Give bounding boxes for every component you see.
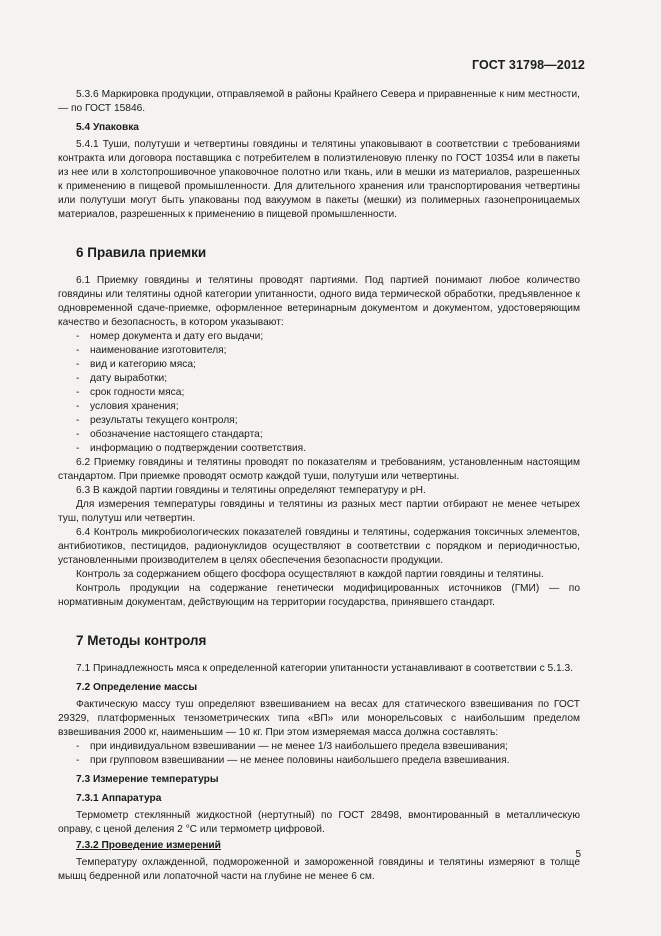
paragraph-6-4-phosphorus: Контроль за содержанием общего фосфора осуществляют в каждой партии говядины и телятины. <box>76 569 544 580</box>
list-item: - дату выработки; <box>76 373 168 384</box>
page-number: 5 <box>575 849 581 860</box>
dash-marker: - <box>76 415 80 426</box>
dash-marker: - <box>76 443 80 454</box>
dash-marker: - <box>76 755 80 766</box>
paragraph-6-1: 6.1 Приемку говядины и телятины проводят партиями. Под партией понимают любое количество говядины или телятины одной категории упитанности, одного вида термической обработки, предъявленное к одновременной сдаче-приемке, оформленное ветеринарным документом и документом, удостоверяющим качество и безопасность, в котором указывают: <box>58 275 580 328</box>
list-item: - обозначение настоящего стандарта; <box>76 429 263 440</box>
heading-section-7: 7 Методы контроля <box>76 633 207 648</box>
heading-section-6: 6 Правила приемки <box>76 245 207 260</box>
paragraph-6-2: 6.2 Приемку говядины и телятины проводят по показателям и требованиям, установленным настоящим стандартом. При приемке проводят осмотр каждой туши, полутуши или четвертины. <box>58 457 580 482</box>
heading-5-4: 5.4 Упаковка <box>76 122 139 133</box>
list-7-2 <box>58 740 580 768</box>
list-6-1 <box>58 330 580 456</box>
heading-7-3-1: 7.3.1 Аппаратура <box>76 793 162 804</box>
dash-marker: - <box>76 331 80 342</box>
heading-7-3-2 <box>58 839 580 853</box>
document-id-header: ГОСТ 31798—2012 <box>471 58 585 72</box>
list-item: - при групповом взвешивании — не менее половины наибольшего предела взвешивания. <box>76 755 510 766</box>
list-item: - при индивидуальном взвешивании — не менее 1/3 наибольшего предела взвешивания; <box>76 741 509 752</box>
list-item: - наименование изготовителя; <box>76 345 227 356</box>
heading-7-3-2-text: 7.3.2 Проведение измерений <box>76 840 221 851</box>
paragraph-5-3-6: 5.3.6 Маркировка продукции, отправляемой в районы Крайнего Севера и приравненные к ним местности, — по ГОСТ 15846. <box>58 89 580 114</box>
list-item: - срок годности мяса; <box>76 387 185 398</box>
dash-marker: - <box>76 345 80 356</box>
heading-7-3: 7.3 Измерение температуры <box>76 774 219 785</box>
paragraph-6-4: 6.4 Контроль микробиологических показателей говядины и телятины, содержания токсичных элементов, антибиотиков, пестицидов, радионуклидов осуществляют в соответствии с порядком и периодичностью, установленными производителем в целях обеспечения безопасности продукции. <box>58 527 580 566</box>
page-body <box>58 88 580 884</box>
paragraph-7-2: Фактическую массу туш определяют взвешиванием на весах для статического взвешивания по ГОСТ 29329, платформенных тензометрических типа «ВП» или монорельсовых с наибольшим пределом взвешивания 2000 кг, наименьшим — 10 кг. При этом измеряемая масса должна составлять: <box>58 699 580 738</box>
dash-marker: - <box>76 741 80 752</box>
list-item: - результаты текущего контроля; <box>76 415 238 426</box>
dash-marker: - <box>76 373 80 384</box>
paragraph-7-1: 7.1 Принадлежность мяса к определенной категории упитанности устанавливают в соответствии с 5.1.3. <box>76 663 573 674</box>
paragraph-6-4-gmo: Контроль продукции на содержание генетически модифицированных источников (ГМИ) — по нормативным документам, действующим на территории государства, принявшего стандарт. <box>58 583 580 608</box>
list-item: - информацию о подтверждении соответствия. <box>76 443 307 454</box>
paragraph-6-3: 6.3 В каждой партии говядины и телятины определяют температуру и pH. <box>76 485 426 496</box>
dash-marker: - <box>76 359 80 370</box>
list-item: - номер документа и дату его выдачи; <box>76 331 264 342</box>
list-item: - вид и категорию мяса; <box>76 359 196 370</box>
dash-marker: - <box>76 401 80 412</box>
paragraph-7-3-1: Термометр стеклянный жидкостной (нертутный) по ГОСТ 28498, вмонтированный в металлическую оправу, с ценой деления 2 °С или термометр цифровой. <box>58 810 580 835</box>
paragraph-7-3-2: Температуру охлажденной, подмороженной и замороженной говядины и телятины измеряют в толще мышц бедренной или лопаточной части на глубине не менее 6 см. <box>58 857 580 882</box>
paragraph-6-3-continued: Для измерения температуры говядины и телятины из разных мест партии отбирают не менее четырех туш, полутуш или четвертин. <box>58 499 580 524</box>
dash-marker: - <box>76 429 80 440</box>
list-item: - условия хранения; <box>76 401 179 412</box>
dash-marker: - <box>76 387 80 398</box>
paragraph-5-4-1: 5.4.1 Туши, полутуши и четвертины говядины и телятины упаковывают в соответствии с требованиями контракта или договора поставщика с потребителем в полиэтиленовую пленку по ГОСТ 10354 или в пакеты из нее или в холстопрошивочное упаковочное полотно или ткань, или в мешки из материалов, разрешенных к применению в пищевой промышленности. Для длительного хранения или транспортирования четвертины или полутуши могут быть упакованы под вакуумом в пакеты (мешки) из полимерных газонепроницаемых материалов, разрешенных к применению в пищевой промышленности. <box>58 139 580 220</box>
heading-7-2: 7.2 Определение массы <box>76 682 198 693</box>
